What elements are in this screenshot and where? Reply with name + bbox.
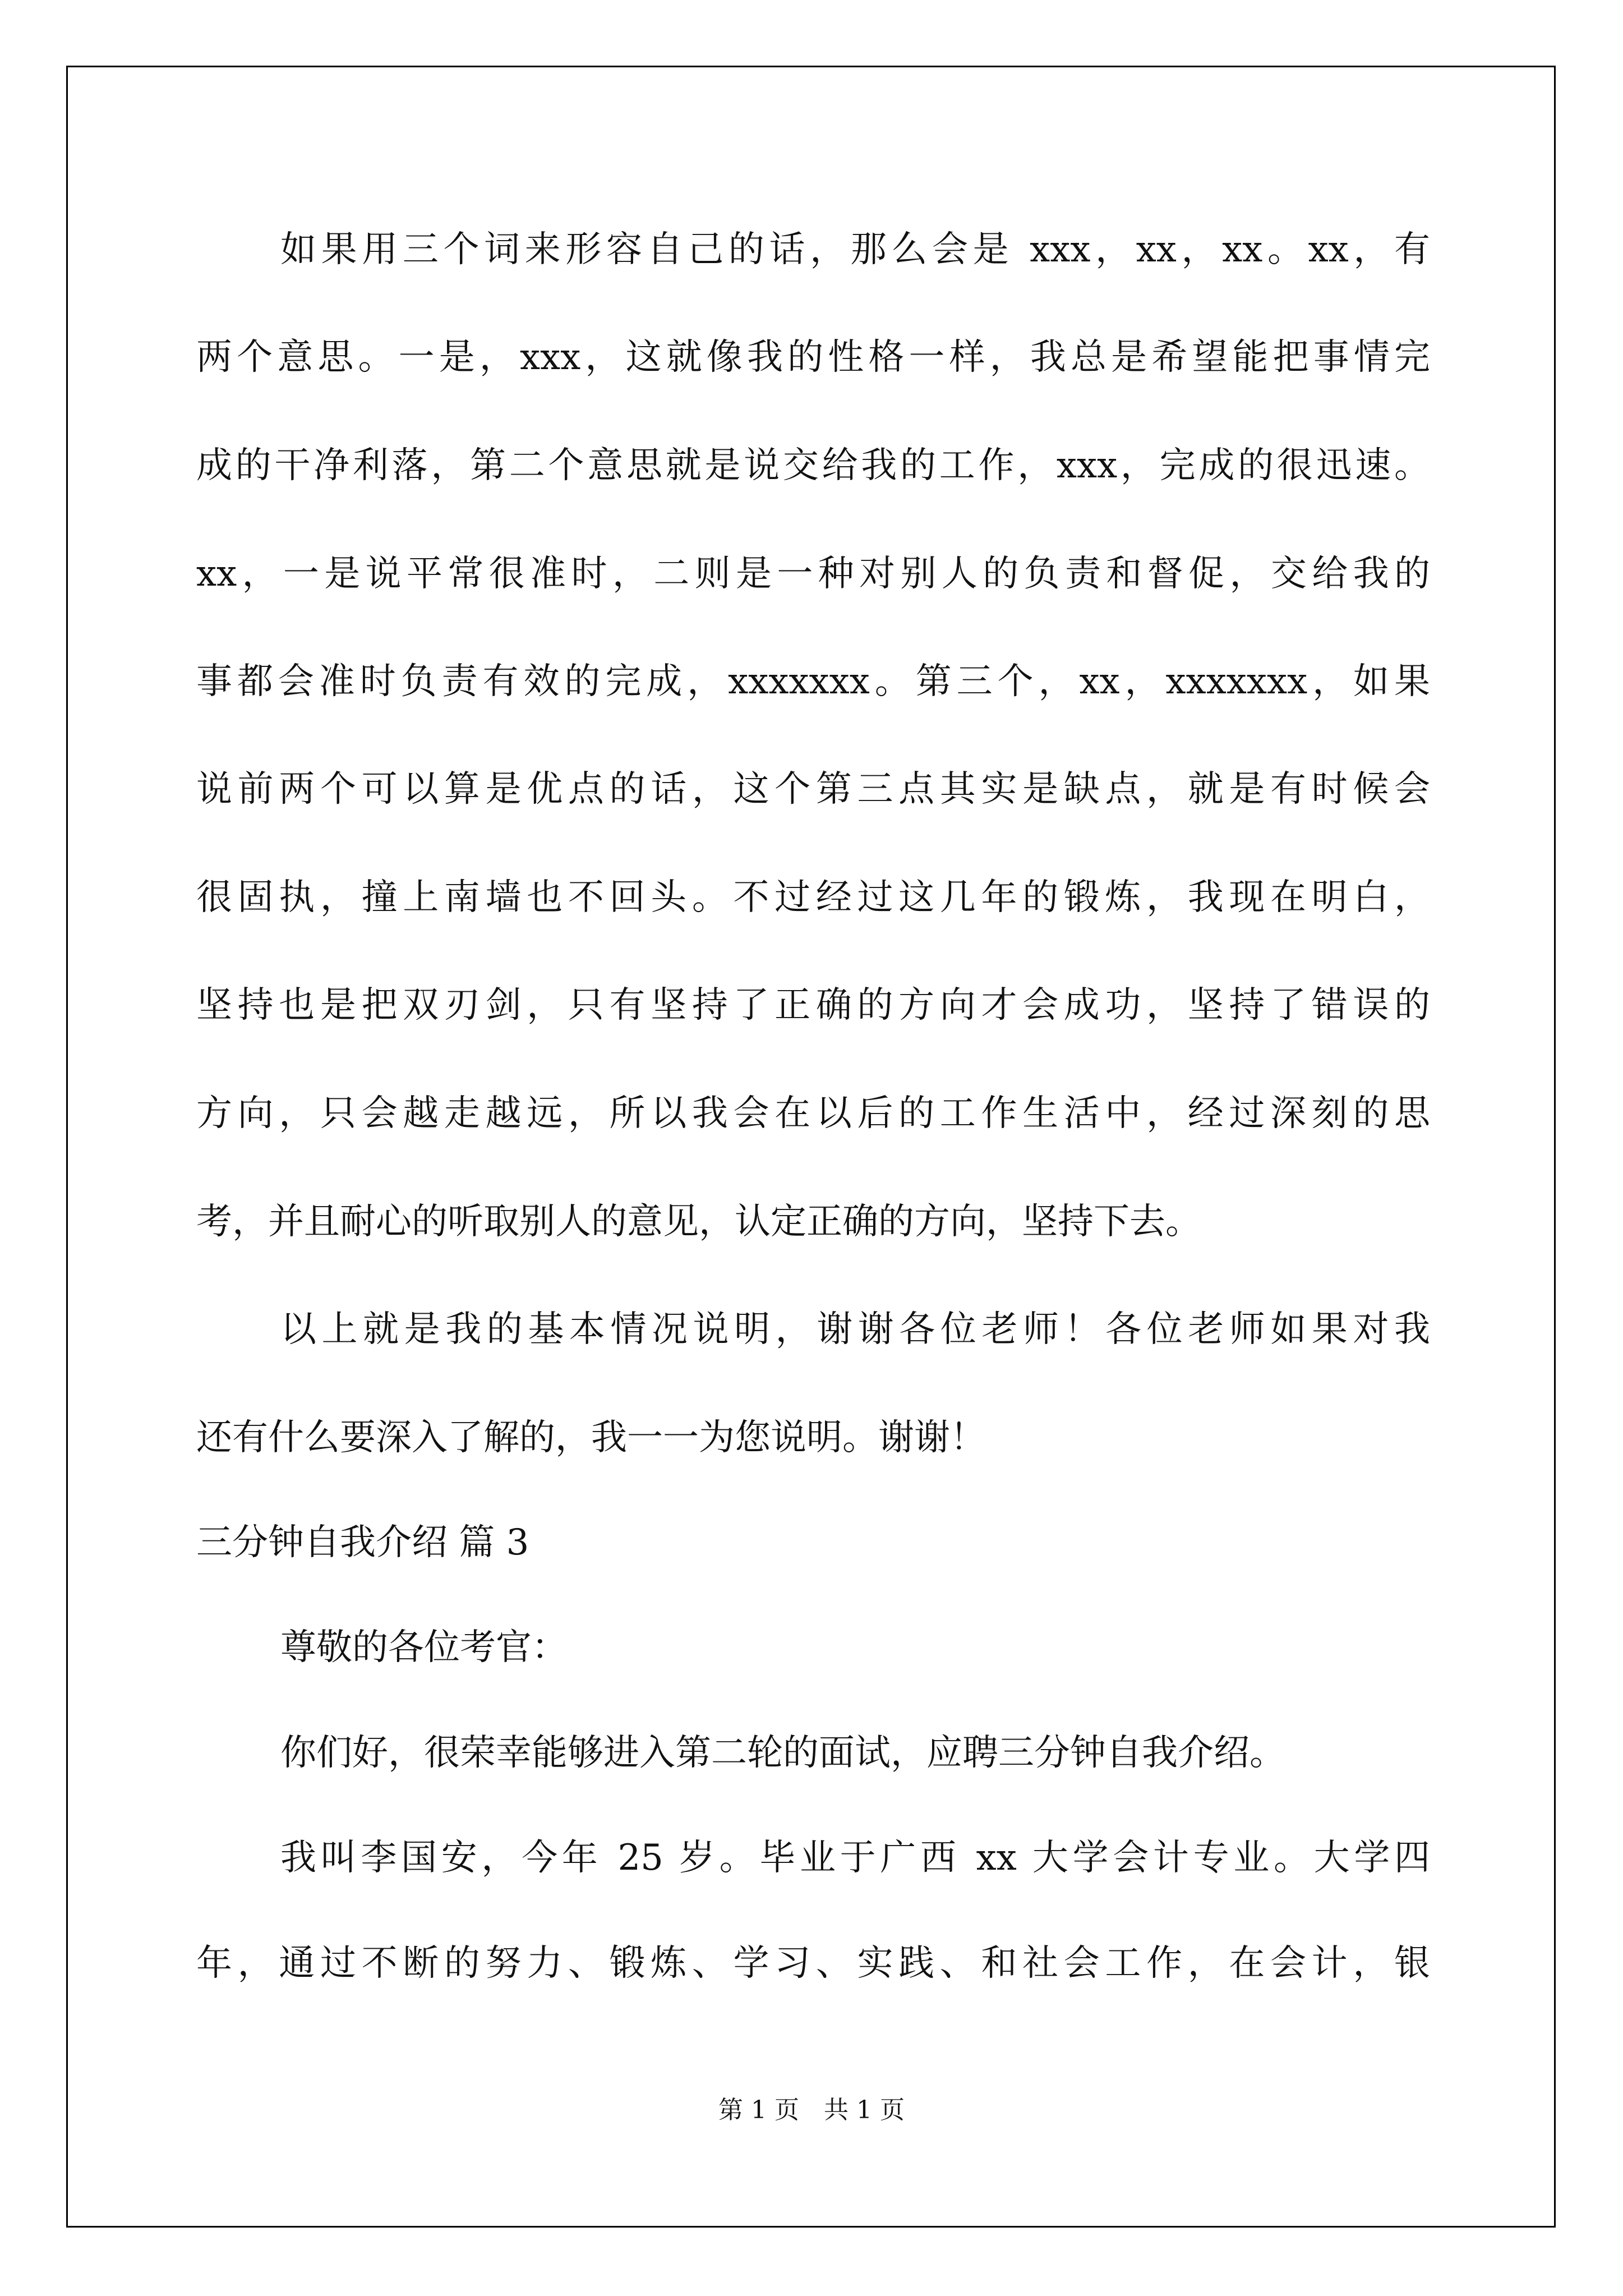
paragraph-line: 说前两个可以算是优点的话，这个第三点其实是缺点，就是有时候会: [196, 769, 1430, 810]
paragraph-line: 你们好，很荣幸能够进入第二轮的面试，应聘三分钟自我介绍。: [280, 1732, 1285, 1774]
paragraph-line: 以上就是我的基本情况说明，谢谢各位老师！各位老师如果对我: [280, 1309, 1430, 1350]
paragraph-line: 两个意思。一是，xxx，这就像我的性格一样，我总是希望能把事情完: [196, 337, 1430, 378]
paragraph-line: 方向，只会越走越远，所以我会在以后的工作生活中，经过深刻的思: [196, 1093, 1430, 1134]
paragraph-line: 成的干净利落，第二个意思就是说交给我的工作，xxx，完成的很迅速。: [196, 445, 1430, 486]
paragraph-line: 年，通过不断的努力、锻炼、学习、实践、和社会工作，在会计，银: [196, 1943, 1430, 1984]
paragraph-line: 还有什么要深入了解的，我一一为您说明。谢谢！: [196, 1417, 986, 1458]
page-border: [66, 66, 1556, 2228]
paragraph-line: 考，并且耐心的听取别人的意见，认定正确的方向，坚持下去。: [196, 1201, 1201, 1243]
paragraph-line: 坚持也是把双刃剑，只有坚持了正确的方向才会成功，坚持了错误的: [196, 984, 1430, 1026]
paragraph-line: 很固执，撞上南墙也不回头。不过经过这几年的锻炼，我现在明白，: [196, 877, 1430, 918]
paragraph-line: 如果用三个词来形容自己的话，那么会是 xxx，xx，xx。xx，有: [280, 229, 1430, 270]
page-footer: 第 1 页 共 1 页: [718, 2096, 905, 2124]
salutation: 尊敬的各位考官：: [280, 1627, 568, 1668]
paragraph-line: xx，一是说平常很准时，二则是一种对别人的负责和督促，交给我的: [196, 553, 1430, 595]
section-heading: 三分钟自我介绍 篇 3: [196, 1522, 529, 1563]
paragraph-line: 事都会准时负责有效的完成，xxxxxxx。第三个，xx，xxxxxxx，如果: [196, 661, 1430, 702]
paragraph-line: 我叫李国安，今年 25 岁。毕业于广西 xx 大学会计专业。大学四: [280, 1837, 1430, 1879]
